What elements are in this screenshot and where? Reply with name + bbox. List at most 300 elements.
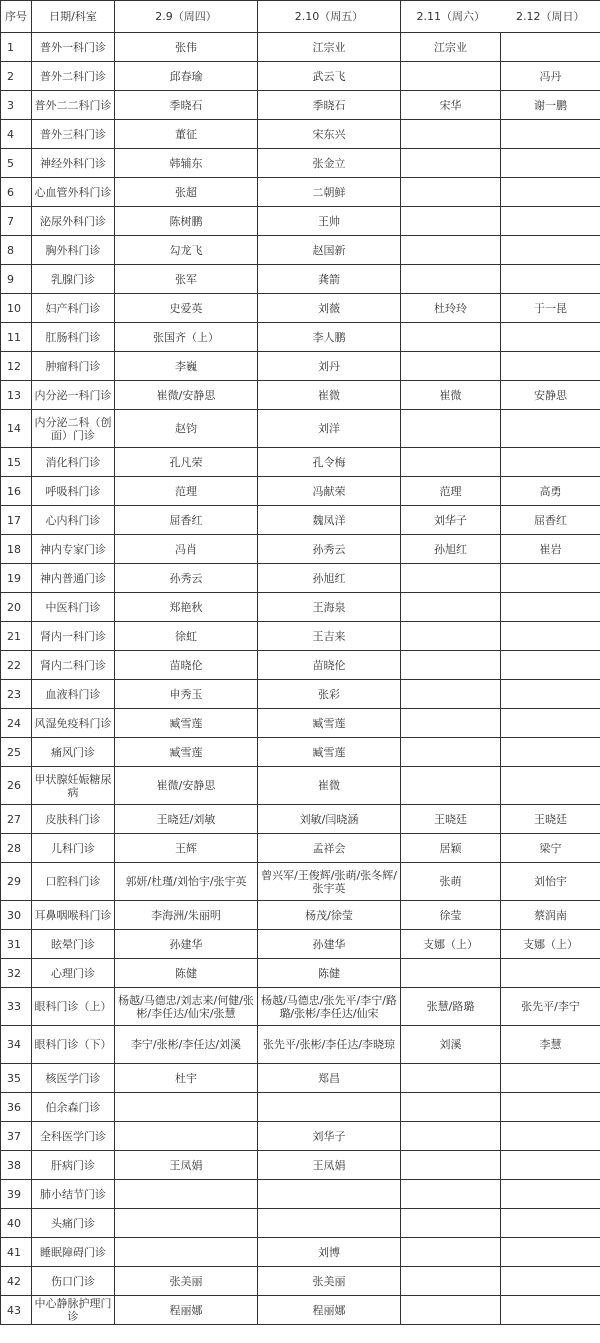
row-number: 9 [1, 265, 32, 294]
day3-cell: 张萌 [401, 863, 501, 901]
row-number: 38 [1, 1151, 32, 1180]
day1-cell: 张国齐（上） [115, 323, 258, 352]
day1-cell: 苗晓伦 [115, 651, 258, 680]
department-cell: 肛肠科门诊 [32, 323, 115, 352]
row-number: 37 [1, 1122, 32, 1151]
department-cell: 内分泌一科门诊 [32, 381, 115, 410]
day2-cell: 张金立 [258, 149, 401, 178]
day3-cell [401, 410, 501, 448]
department-cell: 肝病门诊 [32, 1151, 115, 1180]
day4-cell [501, 1209, 600, 1238]
row-number: 23 [1, 680, 32, 709]
day2-cell: 龚箭 [258, 265, 401, 294]
day4-cell [501, 178, 600, 207]
row-number: 4 [1, 120, 32, 149]
day3-cell: 杜玲玲 [401, 294, 501, 323]
table-row [1, 1238, 600, 1267]
row-number: 30 [1, 901, 32, 930]
day4-cell: 屈香红 [501, 506, 600, 535]
day4-cell: 张先平/李宁 [501, 988, 600, 1026]
day1-cell: 崔微/安静思 [115, 381, 258, 410]
day2-cell: 杨茂/徐莹 [258, 901, 401, 930]
day2-cell: 臧雪莲 [258, 709, 401, 738]
day2-cell: 郑昌 [258, 1064, 401, 1093]
table-row [1, 651, 600, 680]
day4-cell [501, 680, 600, 709]
day3-cell [401, 593, 501, 622]
day4-cell: 安静思 [501, 381, 600, 410]
day3-cell [401, 1267, 501, 1296]
day1-cell [115, 1093, 258, 1122]
department-cell: 甲状腺妊娠糖尿病 [32, 767, 115, 805]
day2-cell: 刘薇 [258, 294, 401, 323]
day1-cell: 李海洲/朱丽明 [115, 901, 258, 930]
day4-cell: 梁宁 [501, 834, 600, 863]
table-row [1, 265, 600, 294]
day3-cell [401, 1209, 501, 1238]
day1-cell: 孔凡荣 [115, 448, 258, 477]
day1-cell: 陈健 [115, 959, 258, 988]
day2-cell: 杨越/马德忠/张先平/李宁/路璐/张彬/李任达/仙宋 [258, 988, 401, 1026]
department-cell: 中医科门诊 [32, 593, 115, 622]
header-day3: 2.11（周六） [401, 1, 501, 33]
row-number: 11 [1, 323, 32, 352]
day1-cell: 臧雪莲 [115, 709, 258, 738]
row-number: 28 [1, 834, 32, 863]
day4-cell [501, 1093, 600, 1122]
day1-cell [115, 1180, 258, 1209]
department-cell: 肾内二科门诊 [32, 651, 115, 680]
row-number: 39 [1, 1180, 32, 1209]
day2-cell: 武云飞 [258, 62, 401, 91]
day4-cell [501, 651, 600, 680]
department-cell: 眼科门诊（上） [32, 988, 115, 1026]
day1-cell: 郭妍/杜瑾/刘怡宇/张宇英 [115, 863, 258, 901]
day1-cell: 郑艳秋 [115, 593, 258, 622]
day4-cell: 支娜（上） [501, 930, 600, 959]
table-row [1, 91, 600, 120]
day4-cell [501, 448, 600, 477]
table-row [1, 593, 600, 622]
day4-cell [501, 709, 600, 738]
day3-cell [401, 1093, 501, 1122]
day3-cell [401, 207, 501, 236]
table-row [1, 1296, 600, 1325]
header-row [1, 1, 600, 33]
row-number: 27 [1, 805, 32, 834]
day3-cell: 刘华子 [401, 506, 501, 535]
day3-cell [401, 564, 501, 593]
day2-cell: 宋东兴 [258, 120, 401, 149]
day2-cell: 李人鹏 [258, 323, 401, 352]
row-number: 1 [1, 33, 32, 62]
row-number: 6 [1, 178, 32, 207]
day2-cell [258, 1209, 401, 1238]
day1-cell: 王凤娟 [115, 1151, 258, 1180]
table-row [1, 959, 600, 988]
header-day4: 2.12（周日） [501, 1, 600, 33]
day4-cell [501, 1180, 600, 1209]
row-number: 14 [1, 410, 32, 448]
department-cell: 普外三科门诊 [32, 120, 115, 149]
header-day1: 2.9（周四） [115, 1, 258, 33]
table-row [1, 863, 600, 901]
day3-cell [401, 680, 501, 709]
row-number: 36 [1, 1093, 32, 1122]
day2-cell: 二朝鲜 [258, 178, 401, 207]
day2-cell: 崔微 [258, 381, 401, 410]
day1-cell: 王辉 [115, 834, 258, 863]
row-number: 8 [1, 236, 32, 265]
day3-cell [401, 120, 501, 149]
row-number: 18 [1, 535, 32, 564]
row-number: 3 [1, 91, 32, 120]
day1-cell: 程丽娜 [115, 1296, 258, 1325]
department-cell: 皮肤科门诊 [32, 805, 115, 834]
day1-cell: 臧雪莲 [115, 738, 258, 767]
day1-cell: 冯肖 [115, 535, 258, 564]
day2-cell: 孟祥会 [258, 834, 401, 863]
day1-cell: 张伟 [115, 33, 258, 62]
day2-cell: 江宗业 [258, 33, 401, 62]
day1-cell [115, 1122, 258, 1151]
day4-cell [501, 33, 600, 62]
day1-cell: 屈香红 [115, 506, 258, 535]
day3-cell [401, 448, 501, 477]
table-row [1, 622, 600, 651]
day1-cell [115, 1238, 258, 1267]
day4-cell: 高勇 [501, 477, 600, 506]
day1-cell: 张超 [115, 178, 258, 207]
department-cell: 乳腺门诊 [32, 265, 115, 294]
row-number: 2 [1, 62, 32, 91]
day2-cell: 赵国新 [258, 236, 401, 265]
table-row [1, 1093, 600, 1122]
department-cell: 肺小结节门诊 [32, 1180, 115, 1209]
day1-cell: 史爱英 [115, 294, 258, 323]
department-cell: 肾内一科门诊 [32, 622, 115, 651]
day3-cell: 徐莹 [401, 901, 501, 930]
table-row [1, 1122, 600, 1151]
day2-cell: 崔微 [258, 767, 401, 805]
day3-cell [401, 767, 501, 805]
table-row [1, 33, 600, 62]
day2-cell: 冯献荣 [258, 477, 401, 506]
day2-cell: 张美丽 [258, 1267, 401, 1296]
day4-cell [501, 767, 600, 805]
day1-cell: 张美丽 [115, 1267, 258, 1296]
table-row [1, 1026, 600, 1064]
day3-cell [401, 622, 501, 651]
day2-cell: 刘洋 [258, 410, 401, 448]
day1-cell: 赵钧 [115, 410, 258, 448]
department-cell: 中心静脉护理门诊 [32, 1296, 115, 1325]
day4-cell: 于一昆 [501, 294, 600, 323]
day4-cell [501, 1296, 600, 1325]
day1-cell: 杨越/马德忠/刘志来/何健/张彬/李任达/仙宋/张慧 [115, 988, 258, 1026]
day1-cell: 崔微/安静思 [115, 767, 258, 805]
day1-cell [115, 1209, 258, 1238]
table-row [1, 680, 600, 709]
day4-cell [501, 564, 600, 593]
table-row [1, 352, 600, 381]
day4-cell [501, 410, 600, 448]
day3-cell [401, 709, 501, 738]
day2-cell: 苗晓伦 [258, 651, 401, 680]
row-number: 32 [1, 959, 32, 988]
table-row [1, 738, 600, 767]
day3-cell [401, 236, 501, 265]
day2-cell: 孙建华 [258, 930, 401, 959]
table-row [1, 930, 600, 959]
day4-cell [501, 593, 600, 622]
day4-cell [501, 738, 600, 767]
day1-cell: 徐虹 [115, 622, 258, 651]
department-cell: 普外二二科门诊 [32, 91, 115, 120]
table-row [1, 564, 600, 593]
day1-cell: 李宁/张彬/李任达/刘溪 [115, 1026, 258, 1064]
row-number: 21 [1, 622, 32, 651]
header-dept: 日期/科室 [32, 1, 115, 33]
day1-cell: 张军 [115, 265, 258, 294]
day4-cell [501, 236, 600, 265]
department-cell: 全科医学门诊 [32, 1122, 115, 1151]
department-cell: 伤口门诊 [32, 1267, 115, 1296]
day1-cell: 申秀玉 [115, 680, 258, 709]
day3-cell: 崔微 [401, 381, 501, 410]
day2-cell: 刘敏/闫晓涵 [258, 805, 401, 834]
day1-cell: 杜宇 [115, 1064, 258, 1093]
day3-cell: 居颖 [401, 834, 501, 863]
day3-cell: 刘溪 [401, 1026, 501, 1064]
day4-cell: 王晓廷 [501, 805, 600, 834]
row-number: 15 [1, 448, 32, 477]
table-row [1, 767, 600, 805]
department-cell: 心理门诊 [32, 959, 115, 988]
department-cell: 内分泌二科（创面）门诊 [32, 410, 115, 448]
day3-cell: 宋华 [401, 91, 501, 120]
department-cell: 眼科门诊（下） [32, 1026, 115, 1064]
row-number: 34 [1, 1026, 32, 1064]
department-cell: 风湿免疫科门诊 [32, 709, 115, 738]
row-number: 33 [1, 988, 32, 1026]
department-cell: 心内科门诊 [32, 506, 115, 535]
department-cell: 消化科门诊 [32, 448, 115, 477]
table-row [1, 120, 600, 149]
row-number: 41 [1, 1238, 32, 1267]
department-cell: 普外一科门诊 [32, 33, 115, 62]
day4-cell [501, 1122, 600, 1151]
row-number: 24 [1, 709, 32, 738]
department-cell: 耳鼻咽喉科门诊 [32, 901, 115, 930]
table-row [1, 477, 600, 506]
day3-cell [401, 265, 501, 294]
department-cell: 胸外科门诊 [32, 236, 115, 265]
table-row [1, 1180, 600, 1209]
department-cell: 心血管外科门诊 [32, 178, 115, 207]
day1-cell: 韩辅东 [115, 149, 258, 178]
day3-cell: 张慧/路璐 [401, 988, 501, 1026]
day2-cell: 孙秀云 [258, 535, 401, 564]
day4-cell [501, 1267, 600, 1296]
table-row [1, 381, 600, 410]
day3-cell [401, 651, 501, 680]
day2-cell: 刘丹 [258, 352, 401, 381]
day1-cell: 邱春瑜 [115, 62, 258, 91]
day4-cell [501, 622, 600, 651]
day2-cell: 王帅 [258, 207, 401, 236]
day3-cell [401, 62, 501, 91]
table-row [1, 901, 600, 930]
department-cell: 普外二科门诊 [32, 62, 115, 91]
table-row [1, 506, 600, 535]
day2-cell: 魏凤洋 [258, 506, 401, 535]
day3-cell: 江宗业 [401, 33, 501, 62]
day2-cell [258, 1093, 401, 1122]
day3-cell [401, 959, 501, 988]
day4-cell [501, 1064, 600, 1093]
table-row [1, 62, 600, 91]
day1-cell: 孙秀云 [115, 564, 258, 593]
day2-cell: 张彩 [258, 680, 401, 709]
table-row [1, 1151, 600, 1180]
table-row [1, 149, 600, 178]
row-number: 31 [1, 930, 32, 959]
department-cell: 眩晕门诊 [32, 930, 115, 959]
department-cell: 神内普通门诊 [32, 564, 115, 593]
day1-cell: 季晓石 [115, 91, 258, 120]
table-row [1, 1267, 600, 1296]
table-row [1, 805, 600, 834]
day3-cell [401, 178, 501, 207]
table-row [1, 988, 600, 1026]
row-number: 25 [1, 738, 32, 767]
day3-cell [401, 738, 501, 767]
day4-cell [501, 265, 600, 294]
table-row [1, 834, 600, 863]
day3-cell [401, 1064, 501, 1093]
day2-cell: 孙旭红 [258, 564, 401, 593]
day4-cell [501, 1238, 600, 1267]
department-cell: 口腔科门诊 [32, 863, 115, 901]
department-cell: 血液科门诊 [32, 680, 115, 709]
department-cell: 核医学门诊 [32, 1064, 115, 1093]
table-row [1, 323, 600, 352]
row-number: 29 [1, 863, 32, 901]
day2-cell: 王凤娟 [258, 1151, 401, 1180]
row-number: 43 [1, 1296, 32, 1325]
department-cell: 儿科门诊 [32, 834, 115, 863]
day2-cell [258, 1180, 401, 1209]
department-cell: 神经外科门诊 [32, 149, 115, 178]
department-cell: 泌尿外科门诊 [32, 207, 115, 236]
day4-cell [501, 352, 600, 381]
day4-cell: 刘怡宇 [501, 863, 600, 901]
table-row [1, 709, 600, 738]
day2-cell: 孔令梅 [258, 448, 401, 477]
row-number: 12 [1, 352, 32, 381]
table-row [1, 236, 600, 265]
day1-cell: 孙建华 [115, 930, 258, 959]
day4-cell: 李慧 [501, 1026, 600, 1064]
day3-cell [401, 149, 501, 178]
day4-cell: 蔡润南 [501, 901, 600, 930]
row-number: 5 [1, 149, 32, 178]
header-seq: 序号 [1, 1, 32, 33]
day2-cell: 程丽娜 [258, 1296, 401, 1325]
day4-cell [501, 120, 600, 149]
table-row [1, 294, 600, 323]
table-row [1, 1209, 600, 1238]
department-cell: 呼吸科门诊 [32, 477, 115, 506]
row-number: 13 [1, 381, 32, 410]
day3-cell [401, 352, 501, 381]
row-number: 26 [1, 767, 32, 805]
department-cell: 妇产科门诊 [32, 294, 115, 323]
department-cell: 神内专家门诊 [32, 535, 115, 564]
day2-cell: 曾兴军/王俊辉/张萌/张冬辉/张宇英 [258, 863, 401, 901]
day4-cell [501, 323, 600, 352]
day1-cell: 范理 [115, 477, 258, 506]
day2-cell: 臧雪莲 [258, 738, 401, 767]
row-number: 16 [1, 477, 32, 506]
row-number: 7 [1, 207, 32, 236]
day3-cell: 范理 [401, 477, 501, 506]
row-number: 40 [1, 1209, 32, 1238]
day4-cell [501, 149, 600, 178]
day2-cell: 陈健 [258, 959, 401, 988]
day3-cell [401, 323, 501, 352]
day1-cell: 李巍 [115, 352, 258, 381]
day2-cell: 刘博 [258, 1238, 401, 1267]
day2-cell: 王吉来 [258, 622, 401, 651]
day1-cell: 陈树鹏 [115, 207, 258, 236]
day2-cell: 王海泉 [258, 593, 401, 622]
day1-cell: 勾龙飞 [115, 236, 258, 265]
day4-cell: 崔岩 [501, 535, 600, 564]
header-day2: 2.10（周五） [258, 1, 401, 33]
day2-cell: 季晓石 [258, 91, 401, 120]
row-number: 35 [1, 1064, 32, 1093]
day4-cell: 冯丹 [501, 62, 600, 91]
day3-cell: 支娜（上） [401, 930, 501, 959]
table-row [1, 448, 600, 477]
department-cell: 伯余森门诊 [32, 1093, 115, 1122]
day1-cell: 董征 [115, 120, 258, 149]
day4-cell [501, 959, 600, 988]
day4-cell [501, 1151, 600, 1180]
department-cell: 痛风门诊 [32, 738, 115, 767]
day3-cell [401, 1151, 501, 1180]
day2-cell: 张先平/张彬/李任达/李晓琼 [258, 1026, 401, 1064]
table-row [1, 535, 600, 564]
row-number: 42 [1, 1267, 32, 1296]
row-number: 10 [1, 294, 32, 323]
row-number: 17 [1, 506, 32, 535]
day1-cell: 王晓廷/刘敏 [115, 805, 258, 834]
day2-cell: 刘华子 [258, 1122, 401, 1151]
day3-cell: 孙旭红 [401, 535, 501, 564]
department-cell: 肿瘤科门诊 [32, 352, 115, 381]
day3-cell [401, 1238, 501, 1267]
row-number: 22 [1, 651, 32, 680]
table-row [1, 1064, 600, 1093]
day4-cell [501, 207, 600, 236]
row-number: 20 [1, 593, 32, 622]
table-row [1, 207, 600, 236]
department-cell: 睡眠障碍门诊 [32, 1238, 115, 1267]
day4-cell: 谢一鹏 [501, 91, 600, 120]
